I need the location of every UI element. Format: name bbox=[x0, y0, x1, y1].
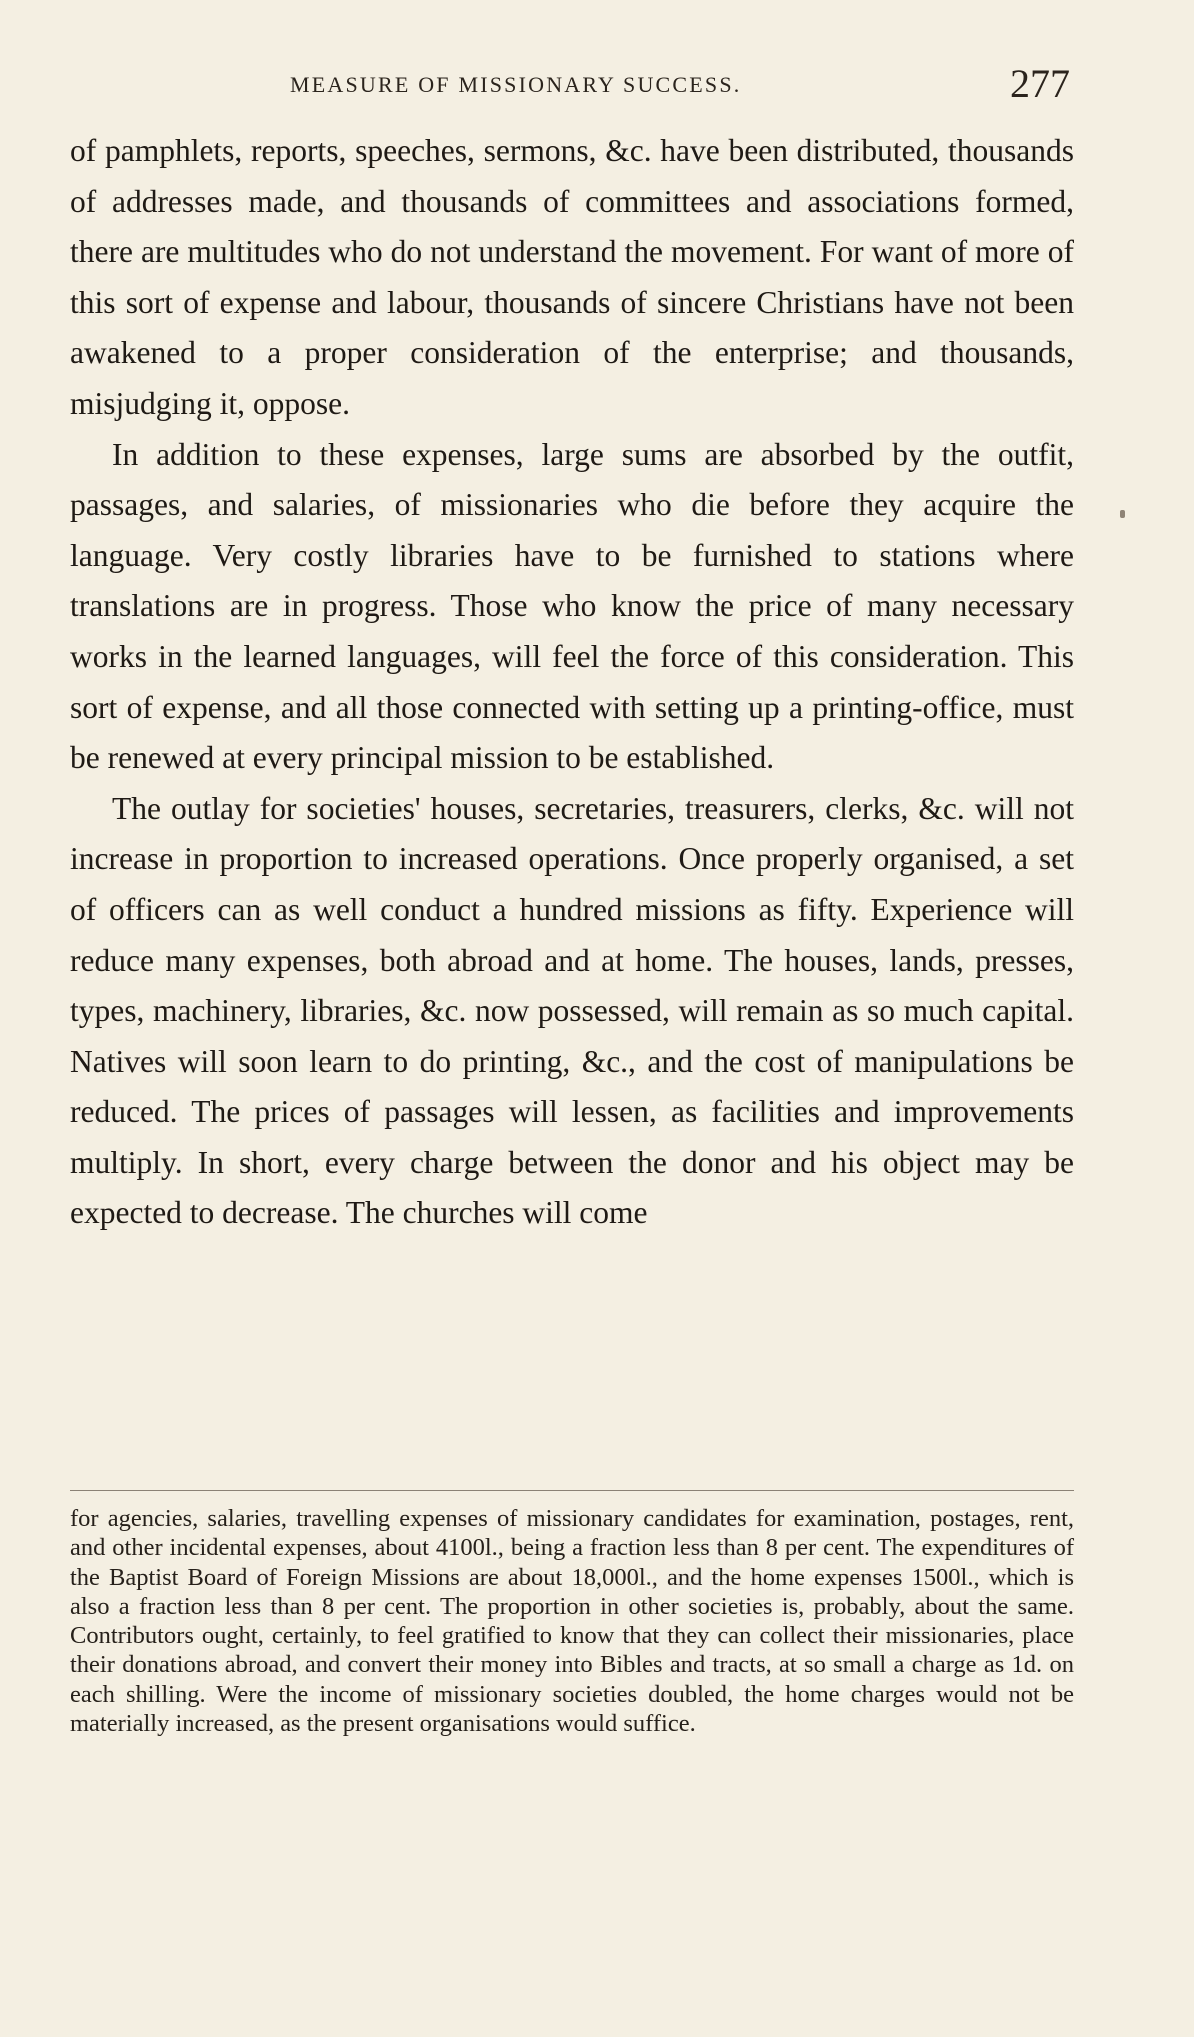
margin-speck bbox=[1120, 510, 1125, 518]
paragraph-continued: of pamphlets, reports, speeches, sermons, &c. have been distributed, thousands of addresses made, and thousands of committees and associations formed, there are multitudes who do not understand the movement. For want of more of this sort of expense and labour, thousands of sincere Christians have not been awakened to a proper consideration of the enterprise; and thousands, misjudging it, oppose. bbox=[70, 133, 1074, 421]
running-head-title: MEASURE OF MISSIONARY SUCCESS. bbox=[290, 72, 742, 97]
running-head bbox=[70, 60, 1070, 110]
page-number: 277 bbox=[1010, 61, 1070, 106]
main-text bbox=[70, 126, 1074, 1239]
paragraph: The outlay for societies' houses, secretaries, treasurers, clerks, &c. will not increase in proportion to increased operations. Once properly organised, a set of officers can as well conduct a hundred missions as fifty. Experience will reduce many expenses, both abroad and at home. The houses, lands, presses, types, machinery, libraries, &c. now possessed, will remain as so much capital. Natives will soon learn to do printing, &c., and the cost of manipulations be reduced. The prices of passages will lessen, as facilities and improvements multiply. In short, every charge between the donor and his object may be expected to decrease. The churches will come bbox=[70, 790, 1074, 1231]
paragraph: In addition to these expenses, large sums are absorbed by the outfit, passages, and salaries, of missionaries who die before they acquire the language. Very costly libraries have to be furnished to stations where translations are in progress. Those who know the price of many necessary works in the learned languages, will feel the force of this consideration. This sort of expense, and all those connected with setting up a printing-office, must be renewed at every principal mission to be established. bbox=[70, 436, 1074, 776]
footnote-divider bbox=[70, 1490, 1074, 1491]
footnote: for agencies, salaries, travelling expenses of missionary candidates for examination, postages, rent, and other incidental expenses, about 4100l., being a fraction less than 8 per cent. The expenditures of the Baptist Board of Foreign Missions are about 18,000l., and the home expenses 1500l., which is also a fraction less than 8 per cent. The proportion in other societies is, probably, about the same. Contributors ought, certainly, to feel gratified to know that they can collect their missionaries, place their donations abroad, and convert their money into Bibles and tracts, at so small a charge as 1d. on each shilling. Were the income of missionary societies doubled, the home charges would not be materially increased, as the present organisations would suffice. bbox=[70, 1505, 1074, 1738]
